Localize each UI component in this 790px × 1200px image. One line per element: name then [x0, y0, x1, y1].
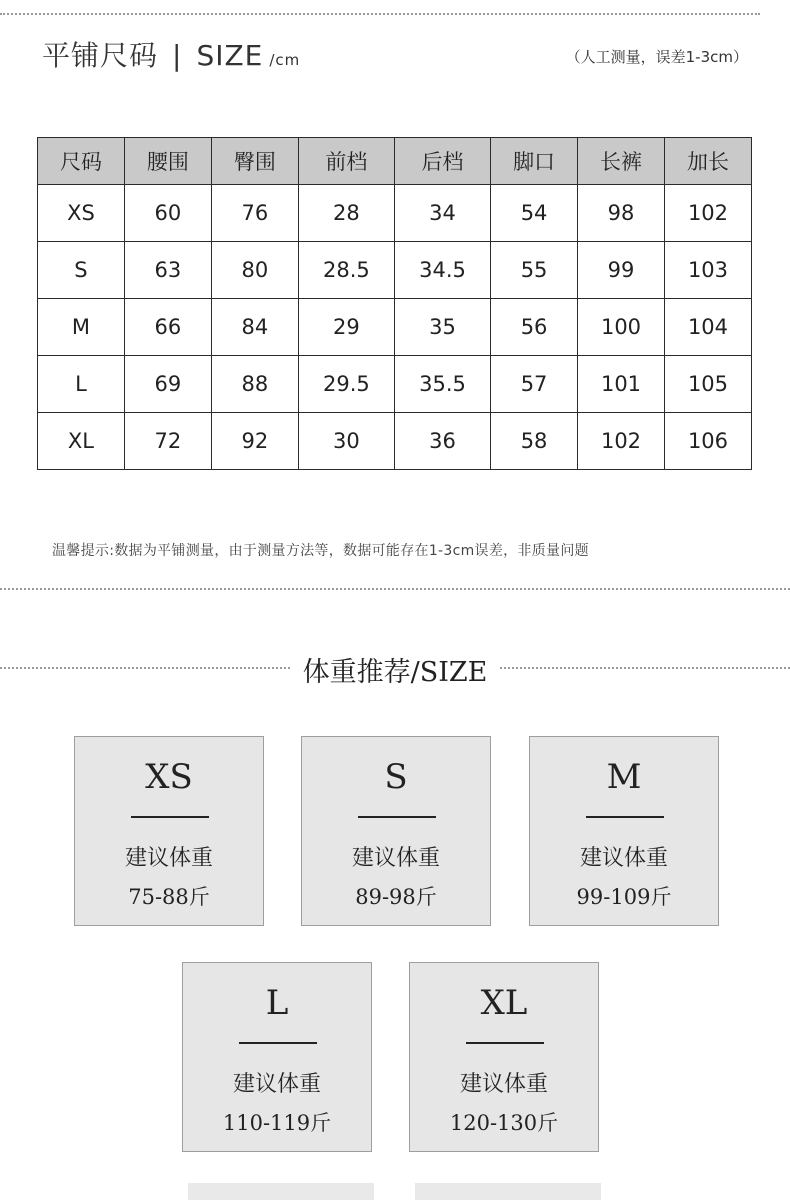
- table-row: [38, 242, 752, 299]
- weight-card-xl: [409, 962, 599, 1152]
- size-chart-header: [42, 30, 762, 80]
- table-cell: 60: [124, 185, 211, 242]
- card-size-label: M: [606, 757, 642, 797]
- table-cell: 57: [491, 356, 578, 413]
- table-cell: 100: [578, 299, 665, 356]
- table-row: [38, 299, 752, 356]
- table-cell: 55: [491, 242, 578, 299]
- table-cell: 104: [664, 299, 751, 356]
- table-cell: 35: [394, 299, 490, 356]
- column-header: 加长: [664, 138, 751, 185]
- card-size-label: S: [384, 757, 408, 797]
- table-cell: 88: [211, 356, 298, 413]
- table-cell: 36: [394, 413, 490, 470]
- table-cell: 56: [491, 299, 578, 356]
- table-cell: XL: [38, 413, 125, 470]
- weight-card-m: [529, 736, 719, 926]
- title-unit: /cm: [269, 51, 301, 69]
- card-weight-range: 120-130斤: [449, 1111, 559, 1135]
- table-cell: 92: [211, 413, 298, 470]
- table-cell: 29.5: [298, 356, 394, 413]
- table-cell: 105: [664, 356, 751, 413]
- table-cell: 34: [394, 185, 490, 242]
- table-row: [38, 185, 752, 242]
- table-cell: 63: [124, 242, 211, 299]
- weight-card-xs: [74, 736, 264, 926]
- size-table: [37, 137, 752, 470]
- table-cell: 106: [664, 413, 751, 470]
- table-cell: 34.5: [394, 242, 490, 299]
- card-underline: [586, 816, 664, 818]
- card-size-label: XL: [480, 983, 528, 1023]
- table-cell: M: [38, 299, 125, 356]
- table-cell: 72: [124, 413, 211, 470]
- table-cell: L: [38, 356, 125, 413]
- table-cell: 69: [124, 356, 211, 413]
- card-size-label: L: [265, 983, 289, 1023]
- table-cell: XS: [38, 185, 125, 242]
- table-cell: 28.5: [298, 242, 394, 299]
- card-weight-range: 110-119斤: [222, 1111, 332, 1135]
- card-size-label: XS: [145, 757, 193, 797]
- card-weight-range: 99-109斤: [576, 885, 672, 909]
- table-cell: 102: [578, 413, 665, 470]
- table-cell: 80: [211, 242, 298, 299]
- card-recommend-label: 建议体重: [351, 846, 440, 871]
- column-header: 臀围: [211, 138, 298, 185]
- column-header: 前档: [298, 138, 394, 185]
- size-chart-title: [42, 34, 300, 74]
- card-underline: [466, 1042, 544, 1044]
- table-cell: S: [38, 242, 125, 299]
- table-cell: 84: [211, 299, 298, 356]
- table-cell: 103: [664, 242, 751, 299]
- table-cell: 98: [578, 185, 665, 242]
- section-dotted-divider: [0, 588, 790, 590]
- table-row: [38, 413, 752, 470]
- weight-card-s: [301, 736, 491, 926]
- card-recommend-label: 建议体重: [459, 1072, 548, 1097]
- table-cell: 54: [491, 185, 578, 242]
- table-cell: 101: [578, 356, 665, 413]
- column-header: 脚口: [491, 138, 578, 185]
- card-underline: [239, 1042, 317, 1044]
- card-underline: [131, 816, 209, 818]
- card-recommend-label: 建议体重: [579, 846, 668, 871]
- next-card-edge: [415, 1183, 601, 1200]
- table-header-row: [38, 138, 752, 185]
- title-size-word: SIZE: [196, 39, 264, 72]
- column-header: 后档: [394, 138, 490, 185]
- table-cell: 66: [124, 299, 211, 356]
- card-weight-range: 75-88斤: [128, 885, 210, 909]
- table-cell: 28: [298, 185, 394, 242]
- weight-section-title: [0, 650, 790, 689]
- table-cell: 76: [211, 185, 298, 242]
- column-header: 腰围: [124, 138, 211, 185]
- measurement-note: （人工测量，误差1-3cm）: [565, 48, 748, 66]
- table-row: [38, 356, 752, 413]
- title-separator: |: [172, 39, 183, 72]
- table-cell: 30: [298, 413, 394, 470]
- table-cell: 35.5: [394, 356, 490, 413]
- next-card-edge: [188, 1183, 374, 1200]
- table-cell: 102: [664, 185, 751, 242]
- card-weight-range: 89-98斤: [355, 885, 437, 909]
- weight-card-l: [182, 962, 372, 1152]
- card-recommend-label: 建议体重: [232, 1072, 321, 1097]
- title-text: 平铺尺码: [42, 39, 159, 72]
- weight-section-title-text: 体重推荐/SIZE: [291, 657, 500, 688]
- table-cell: 58: [491, 413, 578, 470]
- table-cell: 29: [298, 299, 394, 356]
- card-recommend-label: 建议体重: [124, 846, 213, 871]
- table-cell: 99: [578, 242, 665, 299]
- column-header: 尺码: [38, 138, 125, 185]
- card-underline: [358, 816, 436, 818]
- top-dotted-divider: [0, 13, 760, 15]
- column-header: 长裤: [578, 138, 665, 185]
- measurement-tip: 温馨提示:数据为平铺测量，由于测量方法等，数据可能存在1-3cm误差，非质量问题: [52, 543, 589, 559]
